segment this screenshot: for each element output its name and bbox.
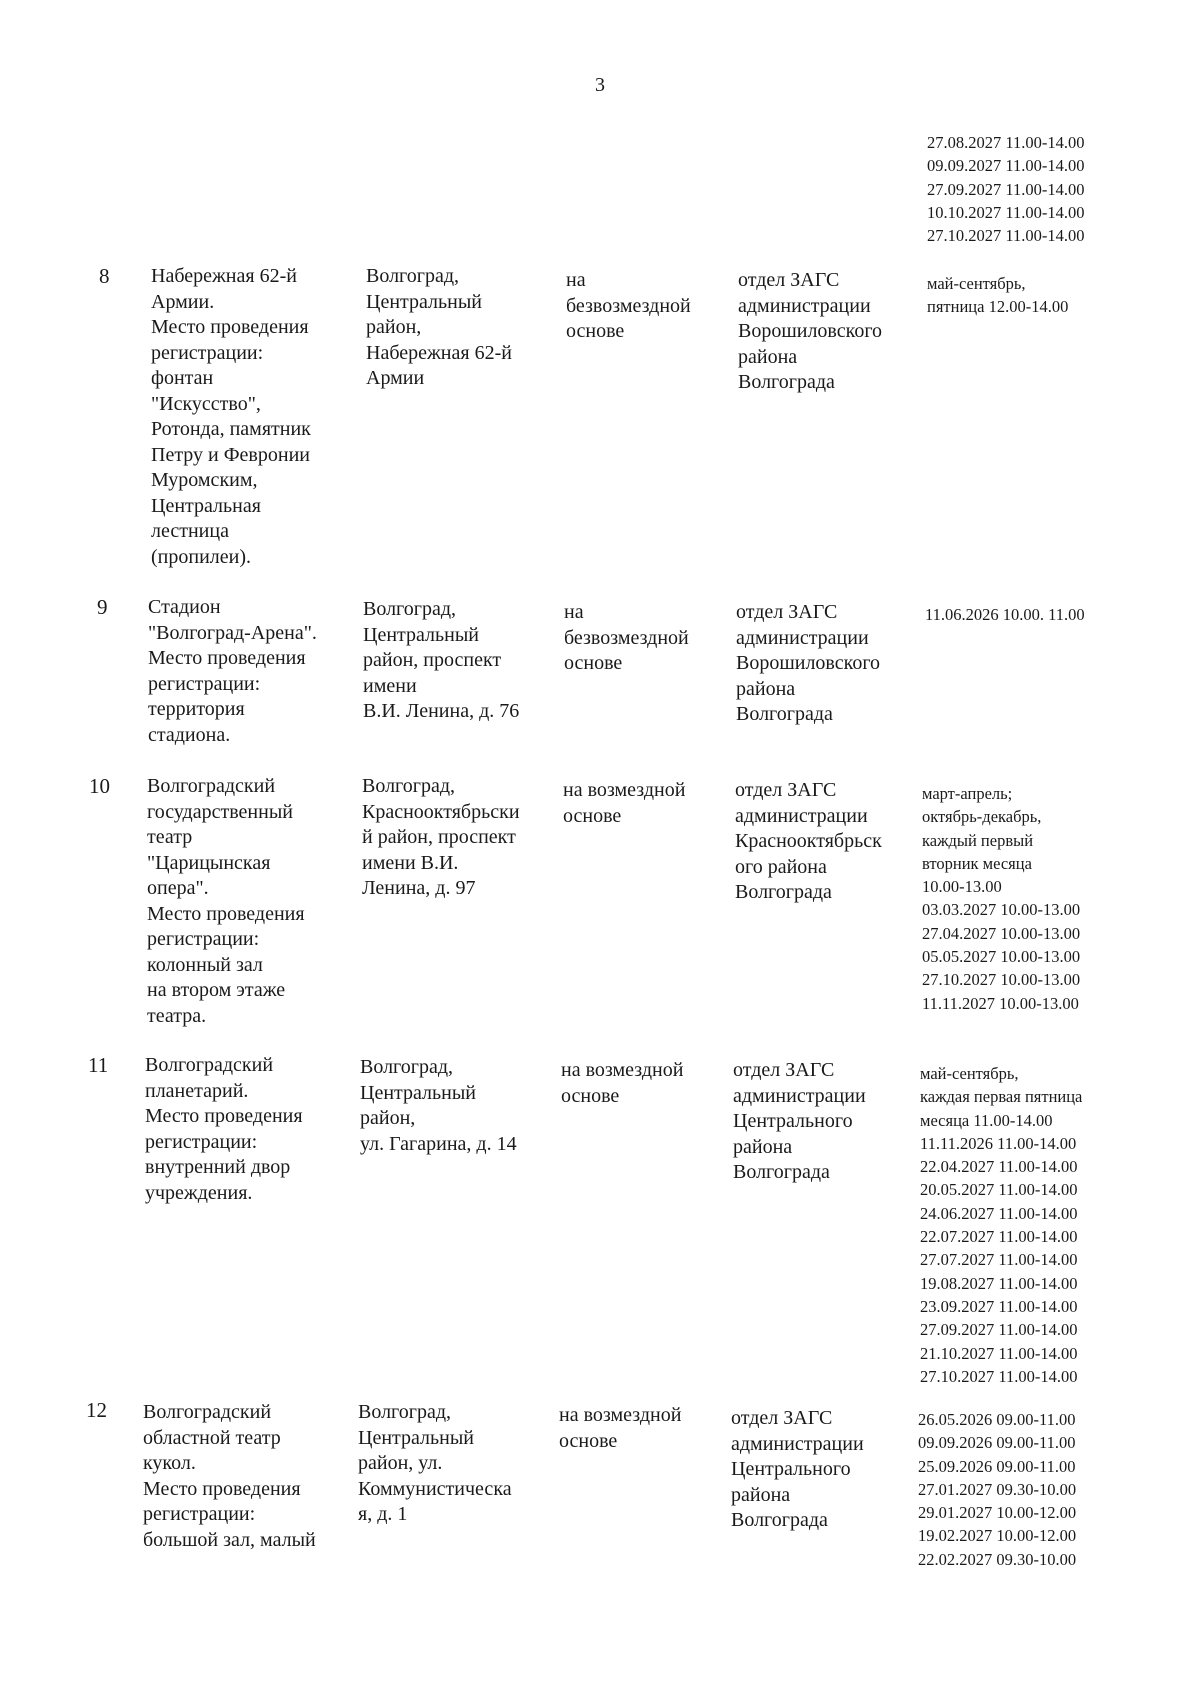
venue-cell: Стадион "Волгоград-Арена". Место проведения регистрации: территория стадиона. <box>148 596 317 746</box>
row-number: 12 <box>86 1398 107 1422</box>
address-cell: Волгоград, Центральный район, Набережная 62-й Армии <box>366 265 512 389</box>
schedule-cell: май-сентябрь, пятница 12.00-14.00 <box>927 274 1069 317</box>
schedule-cell: май-сентябрь, каждая первая пятница месяца 11.00-14.00 11.11.2026 11.00-14.00 22.04.2027 11.00-14.00 20.05.2027 11.00-14.00 24.06.2027 11.00-14.00 22.07.2027 11.00-14.00 27.07.2027 11.00-14.00 19.08.2027 11.00-14.00 23.09.2027 11.00-14.00 27.09.2027 11.00-14.00 21.10.2027 11.00-14.00 27.10.2027 11.00-14.00 <box>920 1064 1083 1386</box>
payment-basis-cell: на безвозмездной основе <box>564 601 689 674</box>
payment-basis-cell: на безвозмездной основе <box>566 269 691 342</box>
venue-cell: Набережная 62-й Армии. Место проведения регистрации: фонтан "Искусство", Ротонда, памятник Петру и Февронии Муромским, Центральная лестница (пропилеи). <box>151 265 311 568</box>
payment-basis-cell: на возмездной основе <box>559 1404 682 1452</box>
address-cell: Волгоград, Центральный район, ул. Гагарина, д. 14 <box>360 1056 517 1155</box>
schedule-cell: 26.05.2026 09.00-11.00 09.09.2026 09.00-11.00 25.09.2026 09.00-11.00 27.01.2027 09.30-10.00 29.01.2027 10.00-12.00 19.02.2027 10.00-12.00 22.02.2027 09.30-10.00 <box>918 1410 1077 1569</box>
schedule-cell: 11.06.2026 10.00. 11.00 <box>925 605 1085 624</box>
address-cell: Волгоград, Центральный район, ул. Коммунистическа я, д. 1 <box>358 1401 512 1525</box>
registry-office-cell: отдел ЗАГС администрации Центрального района Волгограда <box>731 1407 864 1531</box>
venue-cell: Волгоградский планетарий. Место проведения регистрации: внутренний двор учреждения. <box>145 1054 303 1204</box>
payment-basis-cell: на возмездной основе <box>563 779 686 827</box>
registry-office-cell: отдел ЗАГС администрации Ворошиловского района Волгограда <box>736 601 881 725</box>
venue-cell: Волгоградский государственный театр "Царицынская опера". Место проведения регистрации: колонный зал на втором этаже театра. <box>147 775 305 1027</box>
registry-office-cell: отдел ЗАГС администрации Центрального района Волгограда <box>733 1059 866 1183</box>
address-cell: Волгоград, Центральный район, проспект имени В.И. Ленина, д. 76 <box>363 598 520 722</box>
row-number: 8 <box>99 264 110 288</box>
carryover-schedule: 27.08.2027 11.00-14.00 09.09.2027 11.00-14.00 27.09.2027 11.00-14.00 10.10.2027 11.00-14.00 27.10.2027 11.00-14.00 <box>927 133 1085 246</box>
row-number: 9 <box>97 595 108 619</box>
schedule-cell: март-апрель; октябрь-декабрь, каждый первый вторник месяца 10.00-13.00 03.03.2027 10.00-13.00 27.04.2027 10.00-13.00 05.05.2027 10.00-13.00 27.10.2027 10.00-13.00 11.11.2027 10.00-13.00 <box>922 784 1081 1013</box>
page-number: 3 <box>595 74 605 96</box>
row-number: 10 <box>89 774 110 798</box>
venue-cell: Волгоградский областной театр кукол. Место проведения регистрации: большой зал, малый <box>143 1401 316 1551</box>
row-number: 11 <box>88 1053 109 1077</box>
payment-basis-cell: на возмездной основе <box>561 1059 684 1107</box>
registry-office-cell: отдел ЗАГС администрации Краснооктябрьск ого района Волгограда <box>735 779 882 903</box>
registry-office-cell: отдел ЗАГС администрации Ворошиловского района Волгограда <box>738 269 883 393</box>
address-cell: Волгоград, Краснооктябрьски й район, проспект имени В.И. Ленина, д. 97 <box>362 775 520 899</box>
